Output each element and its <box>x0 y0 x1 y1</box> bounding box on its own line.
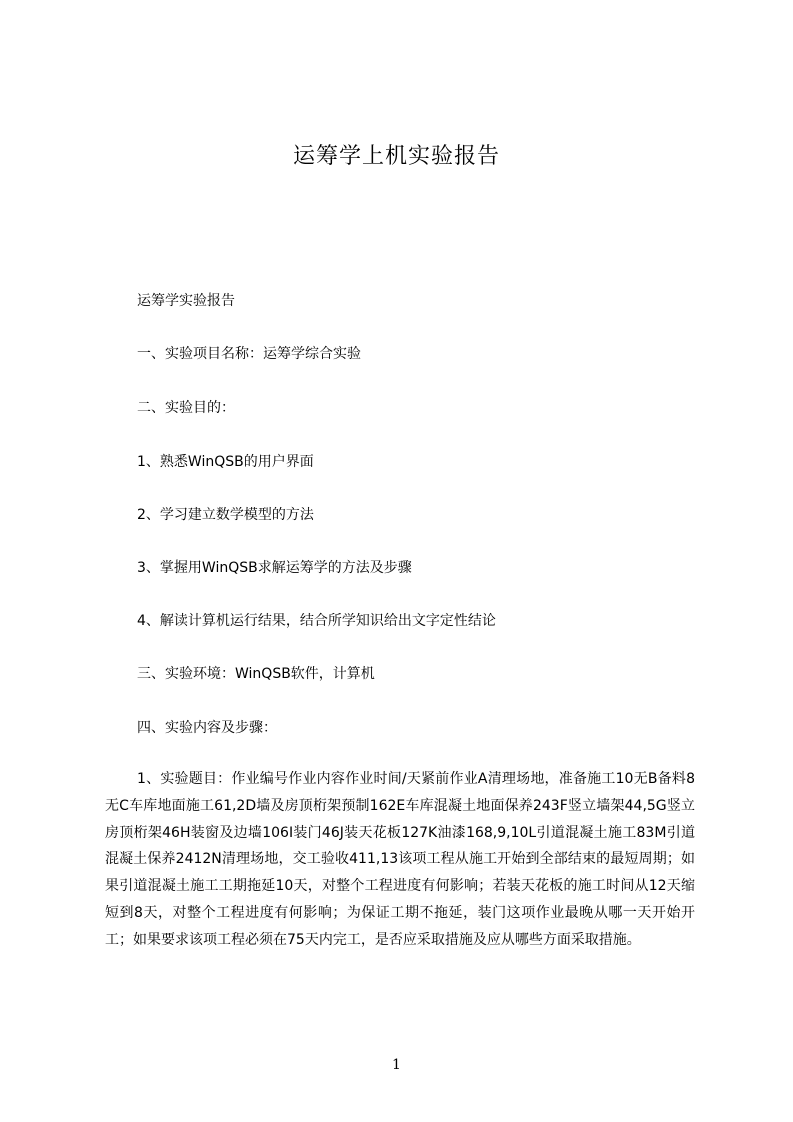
objective-item: 2、学习建立数学模型的方法 <box>137 507 314 523</box>
report-subtitle: 运筹学实验报告 <box>137 293 235 309</box>
objective-item: 4、解读计算机运行结果，结合所学知识给出文字定性结论 <box>137 613 496 629</box>
page-number: 1 <box>392 1057 401 1073</box>
section-objectives-heading: 二、实验目的： <box>137 400 235 416</box>
objective-item: 3、掌握用WinQSB求解运筹学的方法及步骤 <box>137 560 412 576</box>
document-title: 运筹学上机实验报告 <box>292 144 500 169</box>
objective-item: 1、熟悉WinQSB的用户界面 <box>137 454 314 470</box>
section-content-heading: 四、实验内容及步骤： <box>137 720 277 736</box>
section-project-name: 一、实验项目名称：运筹学综合实验 <box>137 346 361 362</box>
experiment-problem-text: 1、实验题目：作业编号作业内容作业时间/天紧前作业A清理场地，准备施工10无B备料8无C车库地面施工61,2D墙及房顶桁架预制162E车库混凝土地面保养243F竖立墙架44,5G竖立房顶桁架46H装窗及边墙106I装门46J装天花板127K油漆168,9,10L引道混凝土施工83M引道混凝土保养2412N清理场地，交工验收411,13该项工程从施工开始到全部结束的最短周期；如果引道混凝土施工工期拖延10天，对整个工程进度有何影响；若装天花板的施工时间从12天缩短到8天，对整个工程进度有何影响；为保证工期不拖延，装门这项作业最晚从哪一天开始开工；如果要求该项工程必须在75天内完工，是否应采取措施及应从哪些方面采取措施。 <box>105 771 695 948</box>
section-environment: 三、实验环境：WinQSB软件，计算机 <box>137 666 375 682</box>
